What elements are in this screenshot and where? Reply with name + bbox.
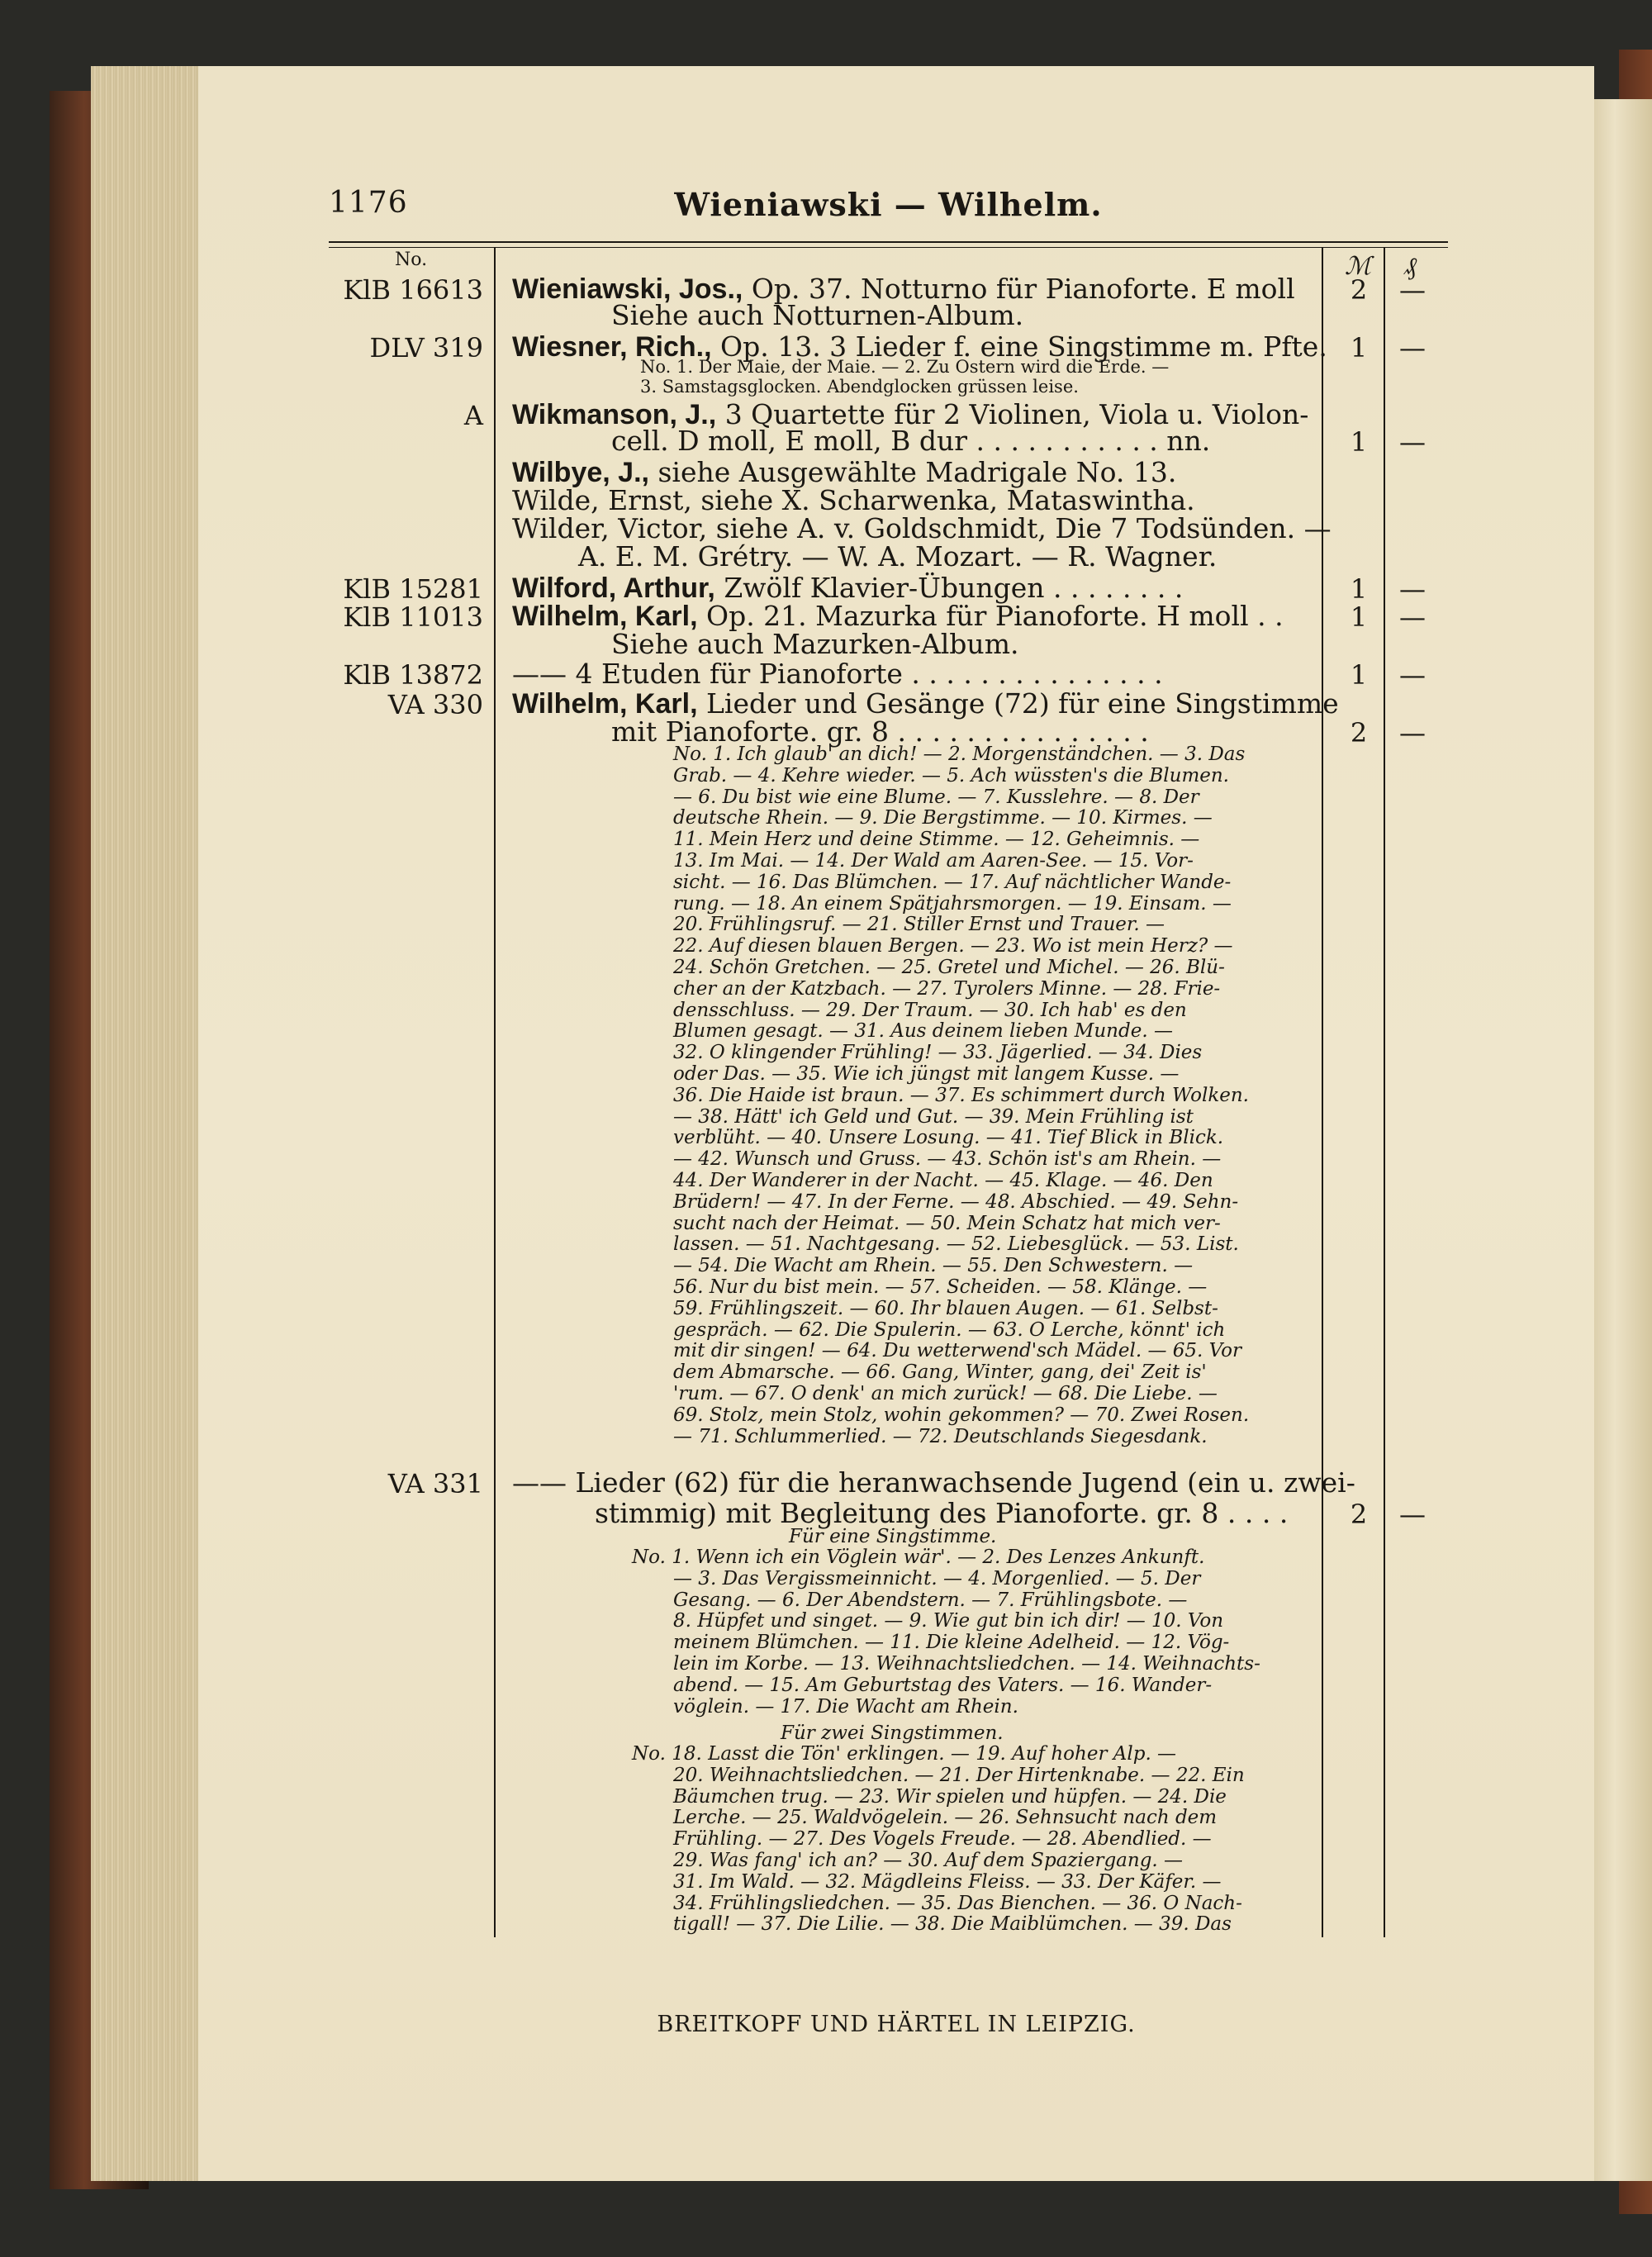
song-list-line: tigall! — 37. Die Lilie. — 38. Die Maiblümchen. — 39. Das <box>673 1913 1232 1936</box>
composer-name: Wilford, Arthur, <box>512 573 715 604</box>
song-list-line: No. 1. Wenn ich ein Vöglein wär'. — 2. Des Lenzes Ankunft. <box>632 1547 1205 1568</box>
price-pfennig: — <box>1399 601 1426 633</box>
catalog-number: VA 331 <box>387 1468 483 1499</box>
price-pfennig: — <box>1399 274 1426 306</box>
column-divider-ref <box>494 248 496 1937</box>
composer-name: Wieniawski, Jos., <box>512 273 743 305</box>
song-list-line: 69. Stolz, mein Stolz, wohin gekommen? — 70. Zwei Rosen. <box>673 1404 1250 1426</box>
composer-name: Wilbye, J., <box>512 457 649 488</box>
song-list-line: deutsche Rhein. — 9. Die Bergstimme. — 10. Kirmes. — <box>673 807 1213 829</box>
song-list-line: Frühling. — 27. Des Vogels Freude. — 28. Abendlied. — <box>673 1828 1212 1851</box>
publisher-footer: BREITKOPF UND HÄRTEL IN LEIPZIG. <box>657 2012 1136 2037</box>
song-list-line: No. 1. Ich glaub' an dich! — 2. Morgenständchen. — 3. Das <box>673 744 1246 765</box>
song-list-line: vöglein. — 17. Die Wacht am Rhein. <box>673 1695 1018 1718</box>
page-edges <box>91 66 198 2181</box>
price-mark: 2 <box>1350 717 1368 748</box>
composer-name: Wilhelm, Karl, <box>512 688 698 720</box>
catalog-number: KlB 11013 <box>343 601 483 633</box>
song-list-line: Brüdern! — 47. In der Ferne. — 48. Abschied. — 49. Sehn- <box>673 1190 1239 1213</box>
entry-description: Op. 13. 3 Lieder f. eine Singstimme m. Pfte. <box>711 330 1327 363</box>
entry-description: Op. 37. Notturno für Pianoforte. E moll <box>743 273 1295 305</box>
song-list-line: Lerche. — 25. Waldvögelein. — 26. Sehnsucht nach dem <box>673 1807 1218 1829</box>
price-pfennig: — <box>1399 426 1426 458</box>
song-list-line: sicht. — 16. Das Blümchen. — 17. Auf nächtlicher Wande- <box>673 871 1232 893</box>
song-list-line: — 6. Du bist wie eine Blume. — 7. Kusslehre. — 8. Der <box>673 786 1199 808</box>
song-list-line: Blumen gesagt. — 31. Aus deinem lieben Munde. — <box>673 1020 1173 1043</box>
price-pfennig: — <box>1399 332 1426 363</box>
entry-line: —— 4 Etuden für Pianoforte . . . . . . . . . . . . . . . <box>512 658 1163 690</box>
song-list-line: sucht nach der Heimat. — 50. Mein Schatz hat mich ver- <box>673 1212 1221 1234</box>
song-list-line: 11. Mein Herz und deine Stimme. — 12. Geheimnis. — <box>673 829 1200 851</box>
song-list-line: 20. Frühlingsruf. — 21. Stiller Ernst und Trauer. — <box>673 914 1165 936</box>
column-divider-price <box>1322 248 1323 1937</box>
song-list-line: No. 18. Lasst die Tön' erklingen. — 19. Auf hoher Alp. — <box>632 1743 1177 1765</box>
header-rule <box>329 241 1448 248</box>
column-label-no: No. <box>395 249 428 270</box>
song-list-line: rung. — 18. An einem Spätjahrsmorgen. — 19. Einsam. — <box>673 892 1232 915</box>
song-list-line: oder Das. — 35. Wie ich jüngst mit langem Kusse. — <box>673 1063 1180 1085</box>
song-list-line: 32. O klingender Frühling! — 33. Jägerlied. — 34. Dies <box>673 1042 1203 1064</box>
song-list-line: — 54. Die Wacht am Rhein. — 55. Den Schwestern. — <box>673 1255 1194 1277</box>
price-mark: 2 <box>1350 1499 1368 1530</box>
song-list-line: 31. Im Wald. — 32. Mägdleins Fleiss. — 33. Der Käfer. — <box>673 1870 1222 1893</box>
price-mark: 1 <box>1350 659 1368 691</box>
column-divider-pf <box>1384 248 1385 1937</box>
page-number: 1176 <box>329 186 408 220</box>
catalog-number: KlB 13872 <box>343 659 483 691</box>
song-list-line: 36. Die Haide ist braun. — 37. Es schimmert durch Wolken. <box>673 1084 1249 1106</box>
composer-name: Wikmanson, J., <box>512 399 717 430</box>
price-pfennig: — <box>1399 573 1426 605</box>
entry-line: A. E. M. Grétry. — W. A. Mozart. — R. Wagner. <box>578 540 1218 573</box>
song-list-line: densschluss. — 29. Der Traum. — 30. Ich hab' es den <box>673 999 1187 1021</box>
entry-description: 3 Quartette für 2 Violinen, Viola u. Violon- <box>716 398 1309 430</box>
song-list-line: 44. Der Wanderer in der Nacht. — 45. Klage. — 46. Den <box>673 1170 1213 1191</box>
song-list-line: dem Abmarsche. — 66. Gang, Winter, gang, dei' Zeit is' <box>673 1361 1207 1384</box>
song-list-line: 59. Frühlingszeit. — 60. Ihr blauen Augen. — 61. Selbst- <box>673 1297 1218 1319</box>
entry-line: Wilde, Ernst, siehe X. Scharwenka, Mataswintha. <box>512 484 1195 516</box>
song-list-line: Bäumchen trug. — 23. Wir spielen und hüpfen. — 24. Die <box>673 1785 1227 1808</box>
song-list-line: Gesang. — 6. Der Abendstern. — 7. Frühlingsbote. — <box>673 1589 1188 1611</box>
song-list-line: 13. Im Mai. — 14. Der Wald am Aaren-See. — 15. Vor- <box>673 850 1194 872</box>
song-list-line: cher an der Katzbach. — 27. Tyrolers Minne. — 28. Frie- <box>673 977 1221 1000</box>
song-list-line: verblüht. — 40. Unsere Losung. — 41. Tief Blick in Blick. <box>673 1127 1224 1149</box>
section-subheading: Für zwei Singstimmen. <box>781 1722 1004 1744</box>
price-mark: 1 <box>1350 426 1368 458</box>
column-label-mark: ℳ <box>1345 252 1372 281</box>
entry-line: Siehe auch Mazurken-Album. <box>611 628 1019 660</box>
composer-name: Wilhelm, Karl, <box>512 601 698 632</box>
price-pfennig: — <box>1399 717 1426 748</box>
song-list-line: 56. Nur du bist mein. — 57. Scheiden. — 58. Klänge. — <box>673 1276 1208 1298</box>
song-list-line: — 3. Das Vergissmeinnicht. — 4. Morgenlied. — 5. Der <box>673 1567 1201 1589</box>
song-list-line: 20. Weihnachtsliedchen. — 21. Der Hirtenknabe. — 22. Ein <box>673 1764 1245 1786</box>
song-list-line: abend. — 15. Am Geburtstag des Vaters. — 16. Wander- <box>673 1674 1213 1696</box>
running-title: Wieniawski — Wilhelm. <box>674 186 1103 223</box>
composer-name: Wiesner, Rich., <box>512 331 712 363</box>
entry-line: mit Pianoforte. gr. 8 . . . . . . . . . . . . . . . <box>611 715 1149 748</box>
song-list-line: 29. Was fang' ich an? — 30. Auf dem Spaziergang. — <box>673 1850 1184 1871</box>
song-list-line: 34. Frühlingsliedchen. — 35. Das Bienchen. — 36. O Nach- <box>673 1892 1242 1914</box>
price-mark: 2 <box>1350 274 1368 306</box>
catalog-number: KlB 16613 <box>343 274 483 306</box>
song-list-line: gespräch. — 62. Die Spulerin. — 63. O Lerche, könnt' ich <box>673 1319 1226 1341</box>
next-page-edge <box>1590 99 1652 2181</box>
song-list-line: meinem Blümchen. — 11. Die kleine Adelheid. — 12. Vög- <box>673 1632 1230 1654</box>
catalog-number: KlB 15281 <box>343 573 483 605</box>
song-list-line: — 38. Hätt' ich Geld und Gut. — 39. Mein Frühling ist <box>673 1105 1194 1128</box>
song-list-line: 24. Schön Gretchen. — 25. Gretel und Michel. — 26. Blü- <box>673 957 1225 978</box>
song-list-line: mit dir singen! — 64. Du wetterwend'sch Mädel. — 65. Vor <box>673 1340 1242 1362</box>
song-list-line: — 71. Schlummerlied. — 72. Deutschlands Siegesdank. <box>673 1425 1208 1447</box>
song-list-line: lein im Korbe. — 13. Weihnachtsliedchen. — 14. Weihnachts- <box>673 1653 1260 1675</box>
catalog-number: DLV 319 <box>369 332 483 363</box>
song-list-line: 22. Auf diesen blauen Bergen. — 23. Wo ist mein Herz? — <box>673 935 1233 957</box>
catalog-number: A <box>463 400 483 431</box>
entry-line: Wilder, Victor, siehe A. v. Goldschmidt, Die 7 Todsünden. — <box>512 512 1332 544</box>
section-subheading: Für eine Singstimme. <box>789 1526 997 1547</box>
song-list-line: Grab. — 4. Kehre wieder. — 5. Ach wüssten's die Blumen. <box>673 764 1229 786</box>
entry-description: Op. 21. Mazurka für Pianoforte. H moll . . <box>697 600 1284 632</box>
entry-description: siehe Ausgewählte Madrigale No. 13. <box>648 456 1177 488</box>
song-list-line: 'rum. — 67. O denk' an mich zurück! — 68. Die Liebe. — <box>673 1383 1218 1404</box>
price-mark: 1 <box>1350 601 1368 633</box>
price-pfennig: — <box>1399 1499 1426 1530</box>
entry-line: cell. D moll, E moll, B dur . . . . . . . . . . . nn. <box>611 425 1211 457</box>
song-list-line: 8. Hüpfet und singet. — 9. Wie gut bin ich dir! — 10. Von <box>673 1610 1224 1632</box>
entry-line: stimmig) mit Begleitung des Pianoforte. gr. 8 . . . . <box>595 1497 1289 1529</box>
contents-line: No. 1. Der Maie, der Maie. — 2. Zu Ostern wird die Erde. — <box>640 357 1170 377</box>
price-mark: 1 <box>1350 332 1368 363</box>
page-header <box>329 186 1448 227</box>
entry-description: Zwölf Klavier-Übungen . . . . . . . . <box>714 572 1184 604</box>
entry-line: —— Lieder (62) für die heranwachsende Jugend (ein u. zwei- <box>512 1466 1355 1499</box>
contents-line: 3. Samstagsglocken. Abendglocken grüssen leise. <box>640 377 1079 397</box>
price-pfennig: — <box>1399 659 1426 691</box>
price-mark: 1 <box>1350 573 1368 605</box>
song-list-line: lassen. — 51. Nachtgesang. — 52. Liebesglück. — 53. List. <box>673 1233 1239 1256</box>
catalog-number: VA 330 <box>387 689 483 720</box>
entry-description: Lieder und Gesänge (72) für eine Singstimme <box>697 687 1339 720</box>
entry-line: Siehe auch Notturnen-Album. <box>611 299 1024 331</box>
column-label-pf: ₰ <box>1404 252 1417 281</box>
song-list-line: — 42. Wunsch und Gruss. — 43. Schön ist's am Rhein. — <box>673 1148 1222 1171</box>
